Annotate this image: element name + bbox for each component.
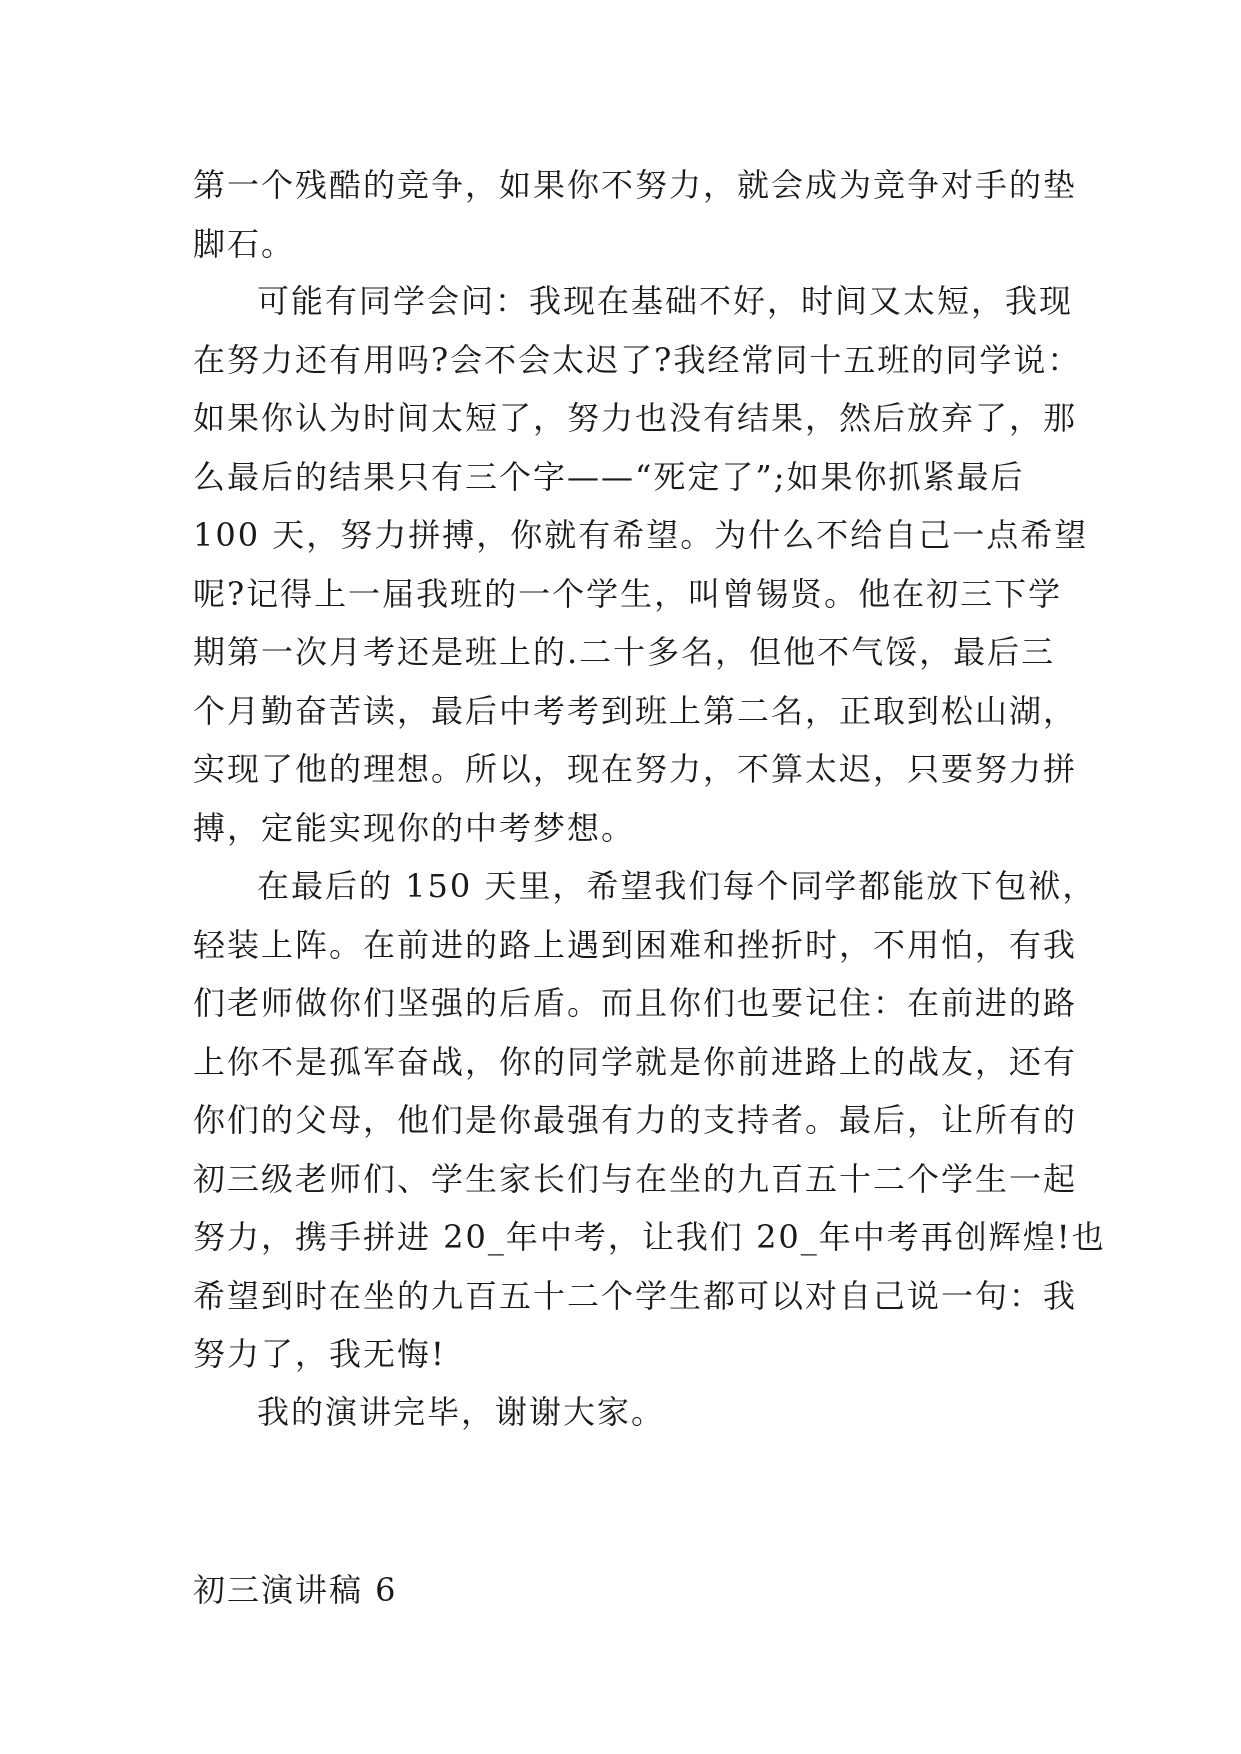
- text-line: 呢?记得上一届我班的一个学生，叫曾锡贤。他在初三下学: [193, 574, 1063, 613]
- text-line: 努力，携手拼进 20_年中考，让我们 20_年中考再创辉煌!也: [193, 1218, 1106, 1256]
- text-line: 上你不是孤军奋战，你的同学就是你前进路上的战友，还有: [193, 1042, 1078, 1081]
- text-line: 初三级老师们、学生家长们与在坐的九百五十二个学生一起: [193, 1159, 1078, 1198]
- text-line: 如果你认为时间太短了，努力也没有结果，然后放弃了，那: [193, 399, 1078, 437]
- paragraph-closing: [193, 1383, 1053, 1442]
- section-heading: 初三演讲稿 6: [193, 1571, 398, 1609]
- text-line: 100 天，努力拼搏，你就有希望。为什么不给自己一点希望: [193, 516, 1089, 554]
- text-line: 努力了，我无悔!: [193, 1335, 446, 1373]
- paragraph-continuation: [193, 156, 1078, 273]
- text-line: 我的演讲完毕，谢谢大家。: [257, 1393, 666, 1431]
- text-line: 第一个残酷的竞争，如果你不努力，就会成为竞争对手的垫: [193, 166, 1078, 204]
- text-line: 么最后的结果只有三个字——“死定了”;如果你抓紧最后: [193, 457, 1025, 496]
- text-line: 在努力还有用吗?会不会太迟了?我经常同十五班的同学说：: [193, 340, 1082, 379]
- text-line: 希望到时在坐的九百五十二个学生都可以对自己说一句：我: [193, 1276, 1078, 1315]
- text-line: 期第一次月考还是班上的.二十多名，但他不气馁，最后三: [193, 633, 1056, 671]
- text-line: 脚石。: [193, 224, 296, 263]
- text-line: 轻装上阵。在前进的路上遇到困难和挫折时，不用怕，有我: [193, 925, 1078, 964]
- text-line: 个月勤奋苦读，最后中考考到班上第二名，正取到松山湖，: [193, 691, 1078, 730]
- text-line: 可能有同学会问：我现在基础不好，时间又太短，我现: [257, 282, 1074, 320]
- text-line: 你们的父母，他们是你最强有力的支持者。最后，让所有的: [193, 1101, 1078, 1139]
- text-line: 实现了他的理想。所以，现在努力，不算太迟，只要努力拼: [193, 750, 1078, 788]
- paragraph-hope: [193, 272, 1089, 857]
- text-line: 们老师做你们坚强的后盾。而且你们也要记住：在前进的路: [193, 984, 1078, 1022]
- text-line: 在最后的 150 天里，希望我们每个同学都能放下包袱，: [257, 867, 1097, 905]
- paragraph-encouragement: [193, 857, 1106, 1384]
- text-line: 搏，定能实现你的中考梦想。: [193, 808, 636, 847]
